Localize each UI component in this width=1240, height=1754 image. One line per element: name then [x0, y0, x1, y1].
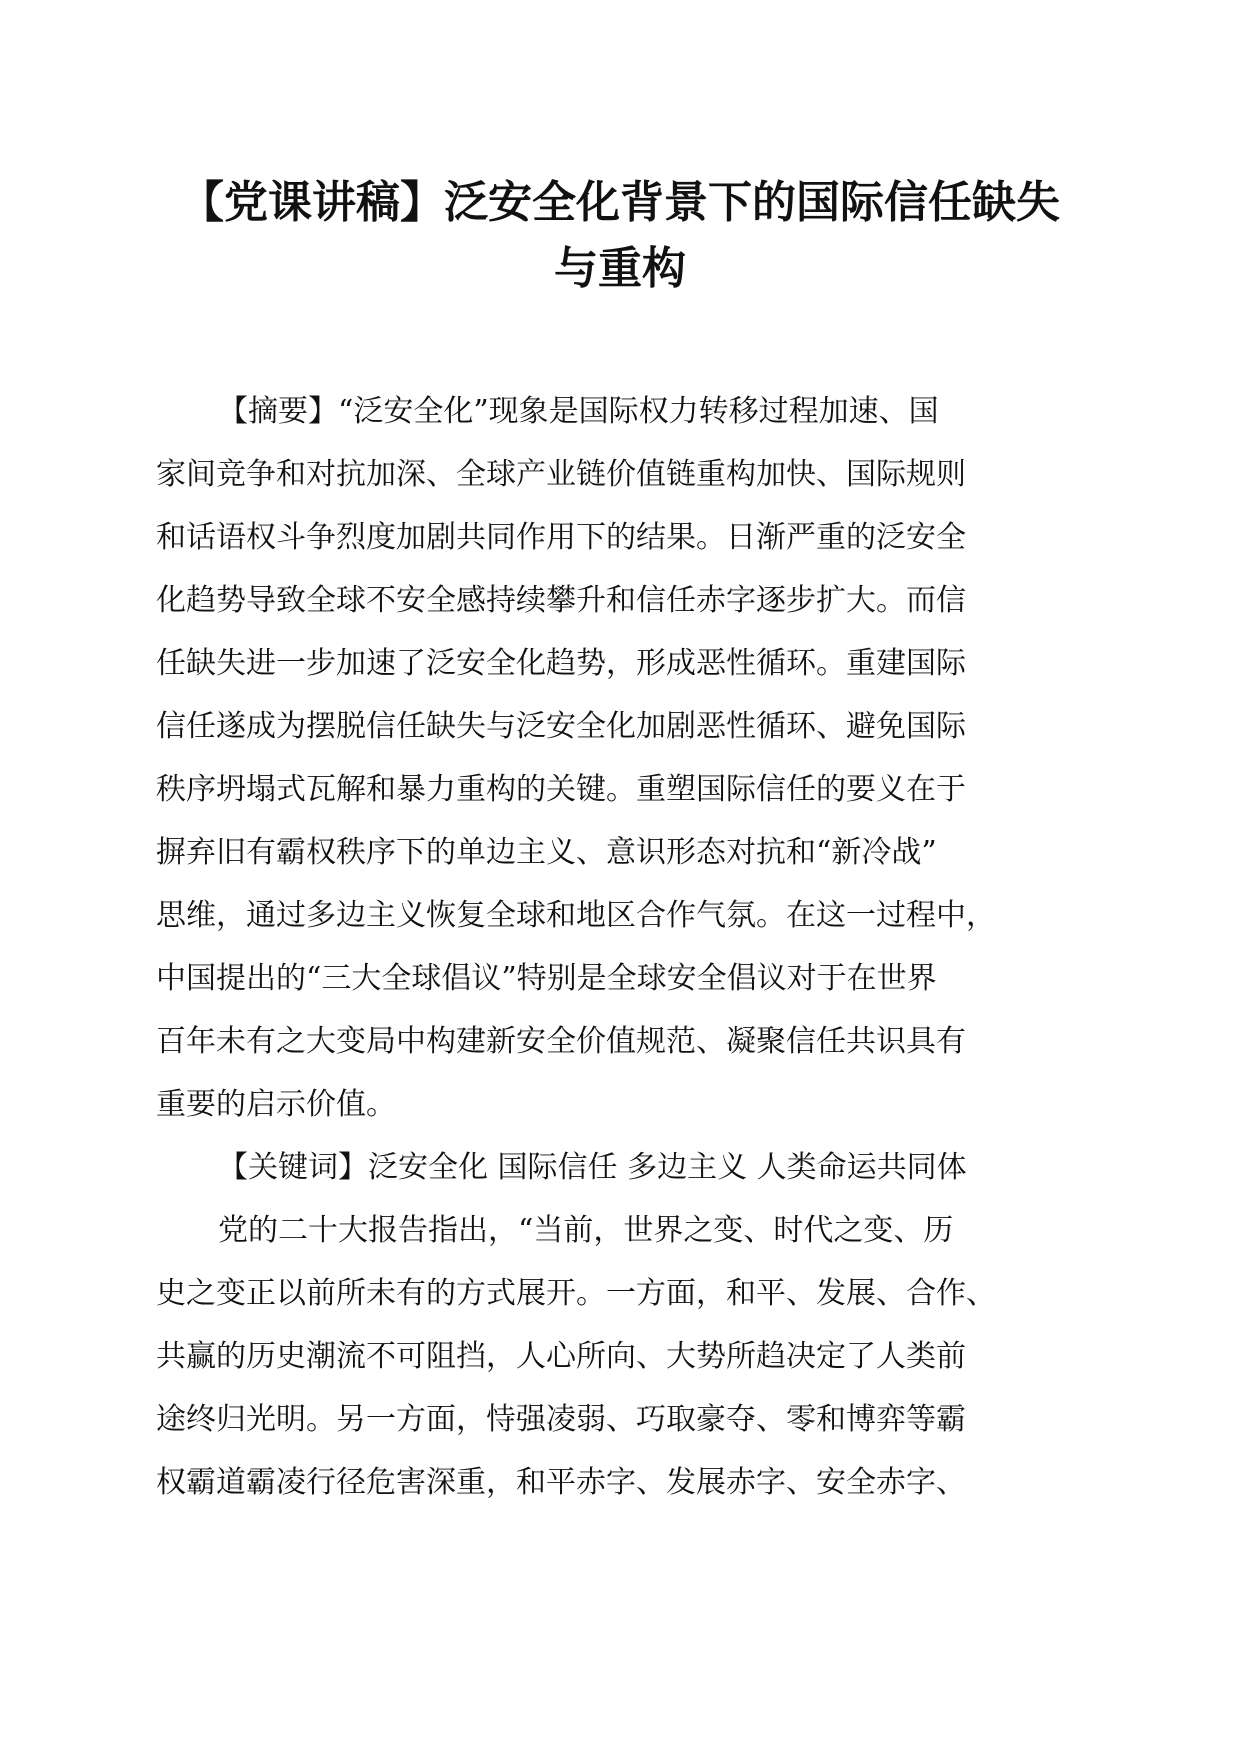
- abstract-line: 家间竞争和对抗加深、全球产业链价值链重构加快、国际规则: [156, 457, 966, 492]
- abstract-line: 中国提出的“三大全球倡议”特别是全球安全倡议对于在世界: [156, 961, 937, 996]
- abstract-line: 【摘要】“泛安全化”现象是国际权力转移过程加速、国: [218, 394, 939, 429]
- body-line: 共赢的历史潮流不可阻挡，人心所向、大势所趋决定了人类前: [156, 1339, 966, 1374]
- abstract-line: 信任遂成为摆脱信任缺失与泛安全化加剧恶性循环、避免国际: [156, 709, 966, 744]
- body-line: 途终归光明。另一方面，恃强凌弱、巧取豪夺、零和博弈等霸: [156, 1402, 966, 1437]
- title-line: 【党课讲稿】泛安全化背景下的国际信任缺失: [180, 177, 1060, 228]
- body-line: 党的二十大报告指出，“当前，世界之变、时代之变、历: [218, 1213, 954, 1248]
- abstract-line: 百年未有之大变局中构建新安全价值规范、凝聚信任共识具有: [156, 1024, 966, 1059]
- body-line: 权霸道霸凌行径危害深重，和平赤字、发展赤字、安全赤字、: [156, 1465, 966, 1500]
- abstract-line: 任缺失进一步加速了泛安全化趋势，形成恶性循环。重建国际: [156, 646, 966, 681]
- body-line: 史之变正以前所未有的方式展开。一方面，和平、发展、合作、: [156, 1276, 996, 1311]
- abstract-line: 和话语权斗争烈度加剧共同作用下的结果。日渐严重的泛安全: [156, 520, 966, 555]
- abstract-line: 重要的启示价值。: [156, 1087, 396, 1122]
- abstract-line: 摒弃旧有霸权秩序下的单边主义、意识形态对抗和“新冷战”: [156, 835, 937, 870]
- abstract-line: 化趋势导致全球不安全感持续攀升和信任赤字逐步扩大。而信: [156, 583, 966, 618]
- abstract-line: 秩序坍塌式瓦解和暴力重构的关键。重塑国际信任的要义在于: [156, 772, 966, 807]
- abstract-line: 思维，通过多边主义恢复全球和地区合作气氛。在这一过程中，: [156, 898, 996, 933]
- document-body: [156, 380, 1096, 1514]
- document-title: [150, 170, 1090, 302]
- keywords-line: 【关键词】泛安全化 国际信任 多边主义 人类命运共同体: [218, 1150, 967, 1185]
- title-line: 与重构: [554, 243, 686, 294]
